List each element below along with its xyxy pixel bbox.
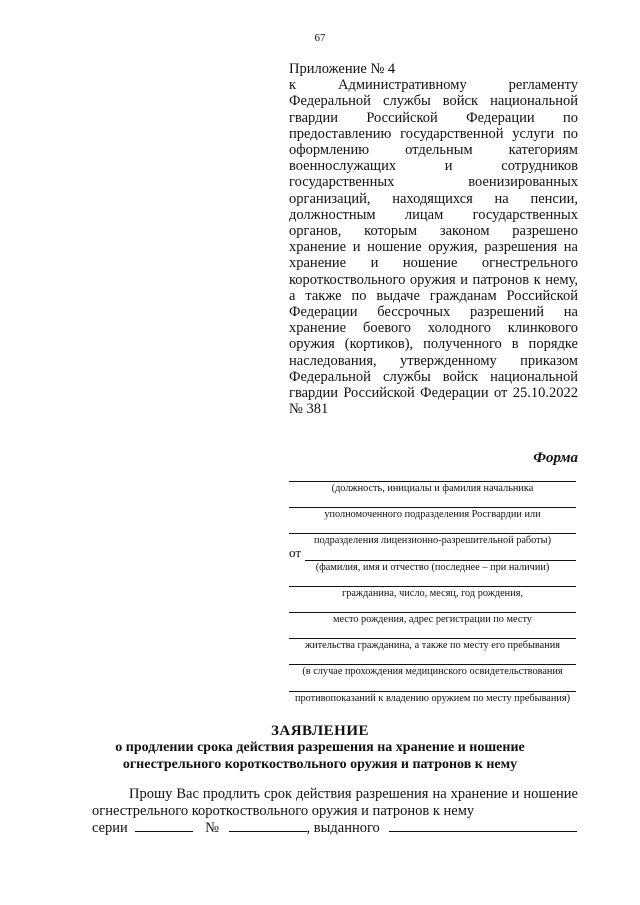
fill-line [289, 691, 576, 692]
appendix-title: Приложение № 4 [289, 61, 396, 77]
statement-title: ЗАЯВЛЕНИЕ [270, 723, 370, 739]
fill-line [305, 560, 576, 561]
address-line-from[interactable] [289, 544, 576, 584]
page-number: 67 [314, 32, 326, 44]
field-caption: жительства гражданина, а также по месту его пребывания [305, 640, 560, 652]
address-line[interactable] [289, 505, 576, 531]
statement-subtitle-line-1: о продлении срока действия разрешения на хранение и ношение [115, 740, 525, 755]
address-line[interactable] [289, 662, 576, 688]
field-caption: гражданина, число, месяц, год рождения, [341, 587, 524, 599]
number-label: № [205, 820, 219, 836]
address-line[interactable] [289, 584, 576, 610]
number-field[interactable] [229, 819, 307, 832]
from-label: от [289, 544, 302, 560]
field-caption: противопоказаний к владению оружием по месту пребывания) [294, 692, 571, 704]
fill-line [289, 586, 576, 587]
statement-text: Прошу Вас продлить срок действия разрешения на хранение и ношение огнестрельного короткоствольного оружия и патронов к нему [92, 786, 578, 819]
statement-paragraph [92, 786, 578, 819]
fill-line [289, 507, 576, 508]
fill-line [289, 533, 576, 534]
fill-line [289, 481, 576, 482]
field-caption: место рождения, адрес регистрации по месту [333, 613, 532, 625]
appendix-block [289, 61, 578, 417]
appendix-text: к Административному регламенту Федеральной службы войск национальной гвардии Российской Федерации по предоставлению государственной услуги по оформлению отдельным категориям военнослужащих и сотрудников государственных военизированных организаций, находящихся на пенсии, должностным лицам государственных органов, которым законом разрешено хранение и ношение оружия, разрешения на хранение и ношение огнестрельного короткоствольного оружия и патронов к нему, а также по выдаче гражданам Российской Федерации бессрочных разрешений на хранение боевого холодного клинкового оружия (кортиков), полученного в порядке наследования, утвержденному приказом Федеральной службы войск национальной гвардии Российской Федерации от 25.10.2022 № 381 [289, 77, 578, 418]
address-line[interactable] [289, 479, 576, 505]
series-field[interactable] [135, 819, 193, 832]
issued-label: , выданного [306, 820, 380, 836]
field-caption: (фамилия, имя и отчество (последнее – при наличии) [315, 561, 550, 573]
field-caption: (должность, инициалы и фамилия начальника [331, 483, 534, 494]
form-label: Форма [533, 450, 578, 466]
fill-line [289, 664, 576, 665]
addressee-block [289, 479, 576, 715]
address-line[interactable] [289, 531, 576, 557]
statement-subtitle-line-2: огнестрельного короткоствольного оружия и патронов к нему [122, 757, 518, 772]
issued-by-field[interactable] [389, 819, 577, 832]
field-caption: уполномоченного подразделения Росгвардии или [324, 509, 541, 521]
series-label: серии [92, 820, 128, 836]
field-caption: (в случае прохождения медицинского освидетельствования [302, 666, 563, 678]
address-line[interactable] [289, 636, 576, 662]
field-caption: подразделения лицензионно-разрешительной работы) [313, 535, 552, 547]
series-line [92, 819, 578, 836]
fill-line [289, 638, 576, 639]
address-line[interactable] [289, 689, 576, 715]
address-line[interactable] [289, 610, 576, 636]
fill-line [289, 612, 576, 613]
